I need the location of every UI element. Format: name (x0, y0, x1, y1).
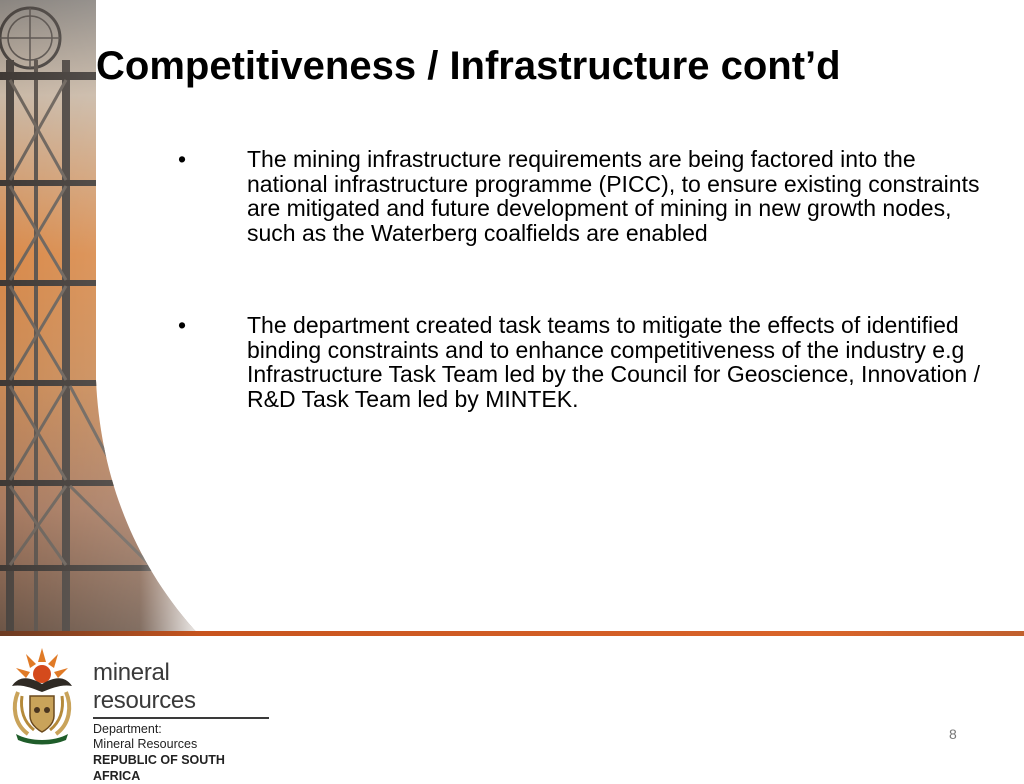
bullet-text: The mining infrastructure requirements are being factored into the national infrastructure programme (PICC), to ensure existing constraints are mitigated and future development of mining in new growth nodes, such as the Waterberg coalfields are enabled (247, 146, 980, 246)
dept-label: Department: (93, 722, 162, 736)
bullet-marker: • (178, 146, 187, 172)
brand-name: mineral resources (93, 659, 196, 714)
brand-rule (93, 717, 269, 719)
bullet-marker: • (178, 312, 187, 338)
bullet-item (178, 313, 988, 411)
bullet-list (178, 147, 988, 479)
department-brand (93, 659, 273, 784)
bullet-item (178, 147, 988, 245)
page-number: 8 (949, 726, 957, 742)
footer-divider (0, 630, 1024, 638)
country-name: REPUBLIC OF SOUTH AFRICA (93, 753, 225, 783)
slide-title: Competitiveness / Infrastructure cont’d (96, 44, 841, 88)
headgear-photo (0, 0, 200, 636)
coat-of-arms-icon (6, 644, 78, 746)
dept-name: Mineral Resources (93, 737, 198, 751)
bullet-text: The department created task teams to mitigate the effects of identified binding constraints and to enhance competitiveness of the industry e.g Infrastructure Task Team led by the Council for Geoscience, Innovation / R&D Task Team led by MINTEK. (247, 312, 980, 412)
